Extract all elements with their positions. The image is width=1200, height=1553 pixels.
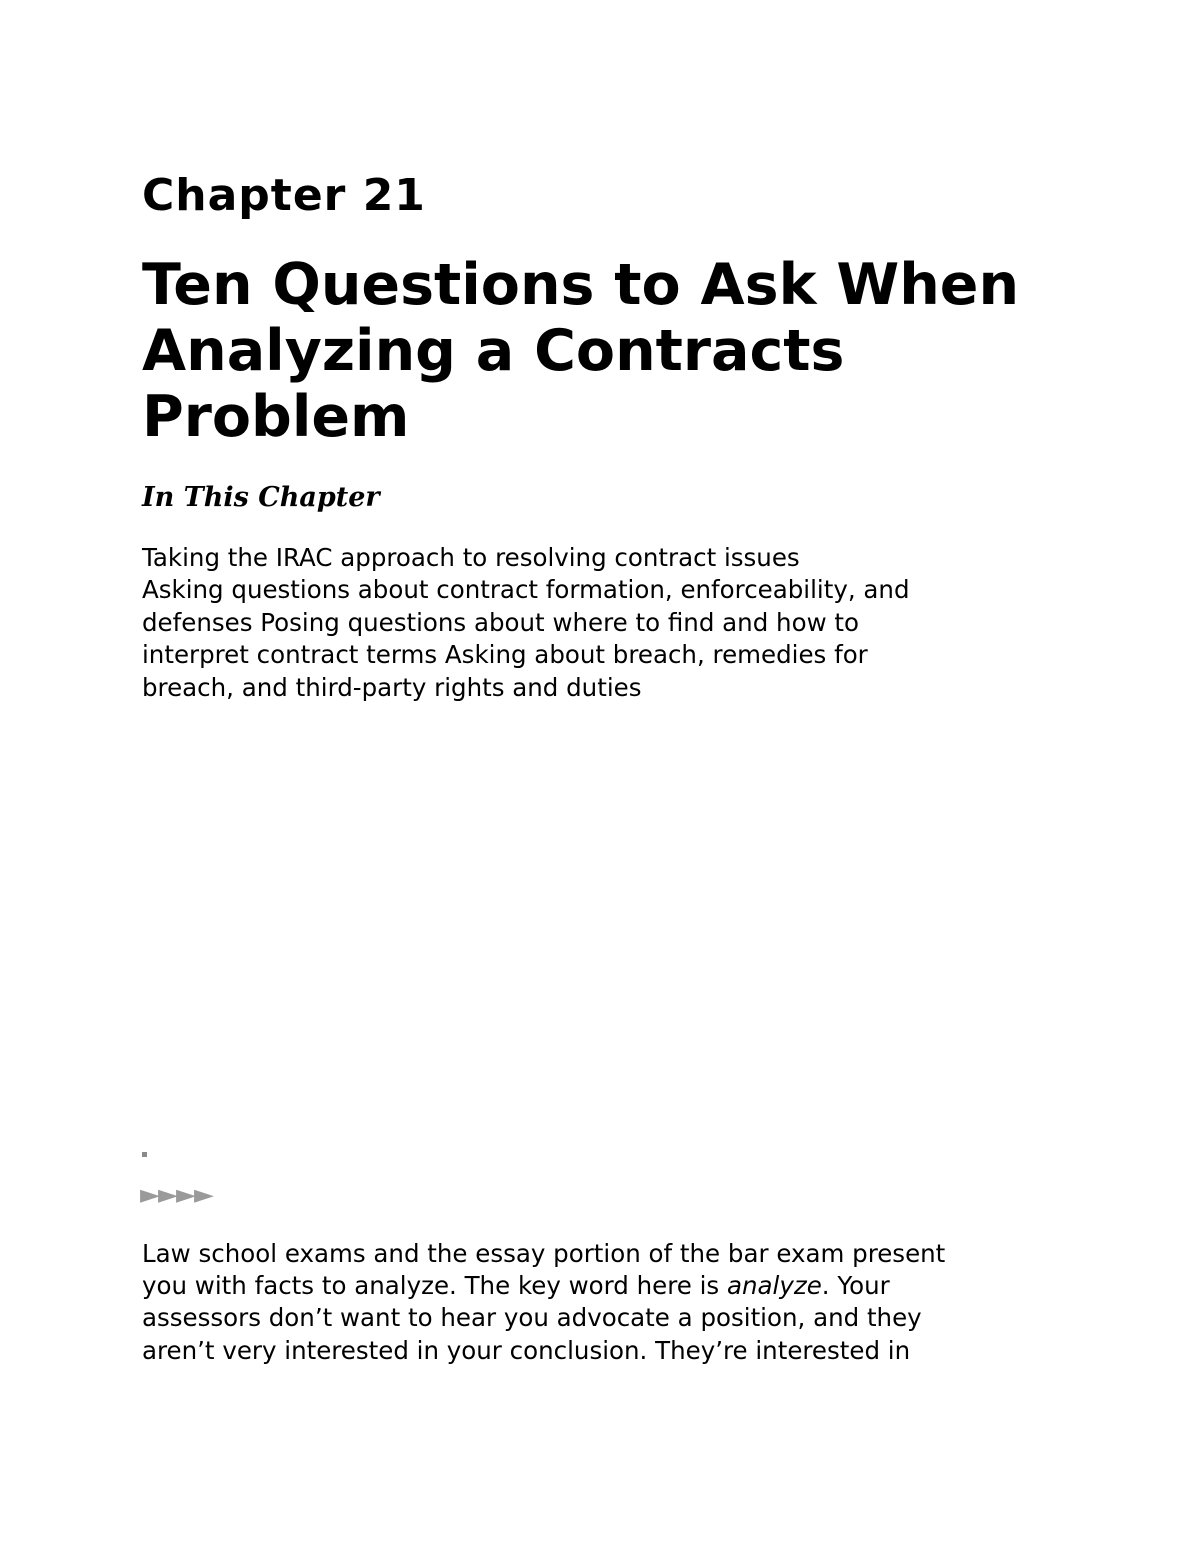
emphasis-analyze: analyze bbox=[727, 1271, 822, 1301]
body-line: aren’t very interested in your conclusion. They’re interested in bbox=[142, 1335, 911, 1365]
body-text-span: . Your bbox=[821, 1271, 890, 1301]
body-line bbox=[142, 1270, 1062, 1302]
chapter-number: Chapter 21 bbox=[142, 170, 426, 221]
body-line: Law school exams and the essay portion of the bar exam present bbox=[142, 1239, 946, 1268]
arrow-marker-icon: ►►►► bbox=[140, 1180, 212, 1210]
summary-line: Taking the IRAC approach to resolving contract issues bbox=[142, 543, 800, 572]
chapter-summary bbox=[142, 542, 1042, 704]
chapter-title-line-1: Ten Questions to Ask When bbox=[142, 252, 1020, 318]
in-this-chapter-heading: In This Chapter bbox=[142, 482, 380, 513]
summary-line: defenses Posing questions about where to find and how to bbox=[142, 607, 859, 637]
body-text-span: you with facts to analyze. The key word here is bbox=[142, 1271, 727, 1301]
body-line: assessors don’t want to hear you advocate a position, and they bbox=[142, 1303, 922, 1333]
summary-line: breach, and third-party rights and duties bbox=[142, 672, 642, 702]
chapter-title bbox=[142, 252, 1102, 450]
bullet-dot-icon bbox=[142, 1152, 147, 1157]
body-paragraph bbox=[142, 1238, 1062, 1367]
summary-line: interpret contract terms Asking about breach, remedies for bbox=[142, 640, 868, 670]
chapter-title-line-2: Analyzing a Contracts bbox=[142, 318, 845, 384]
chapter-title-line-3: Problem bbox=[142, 384, 410, 450]
summary-line: Asking questions about contract formation, enforceability, and bbox=[142, 575, 910, 605]
